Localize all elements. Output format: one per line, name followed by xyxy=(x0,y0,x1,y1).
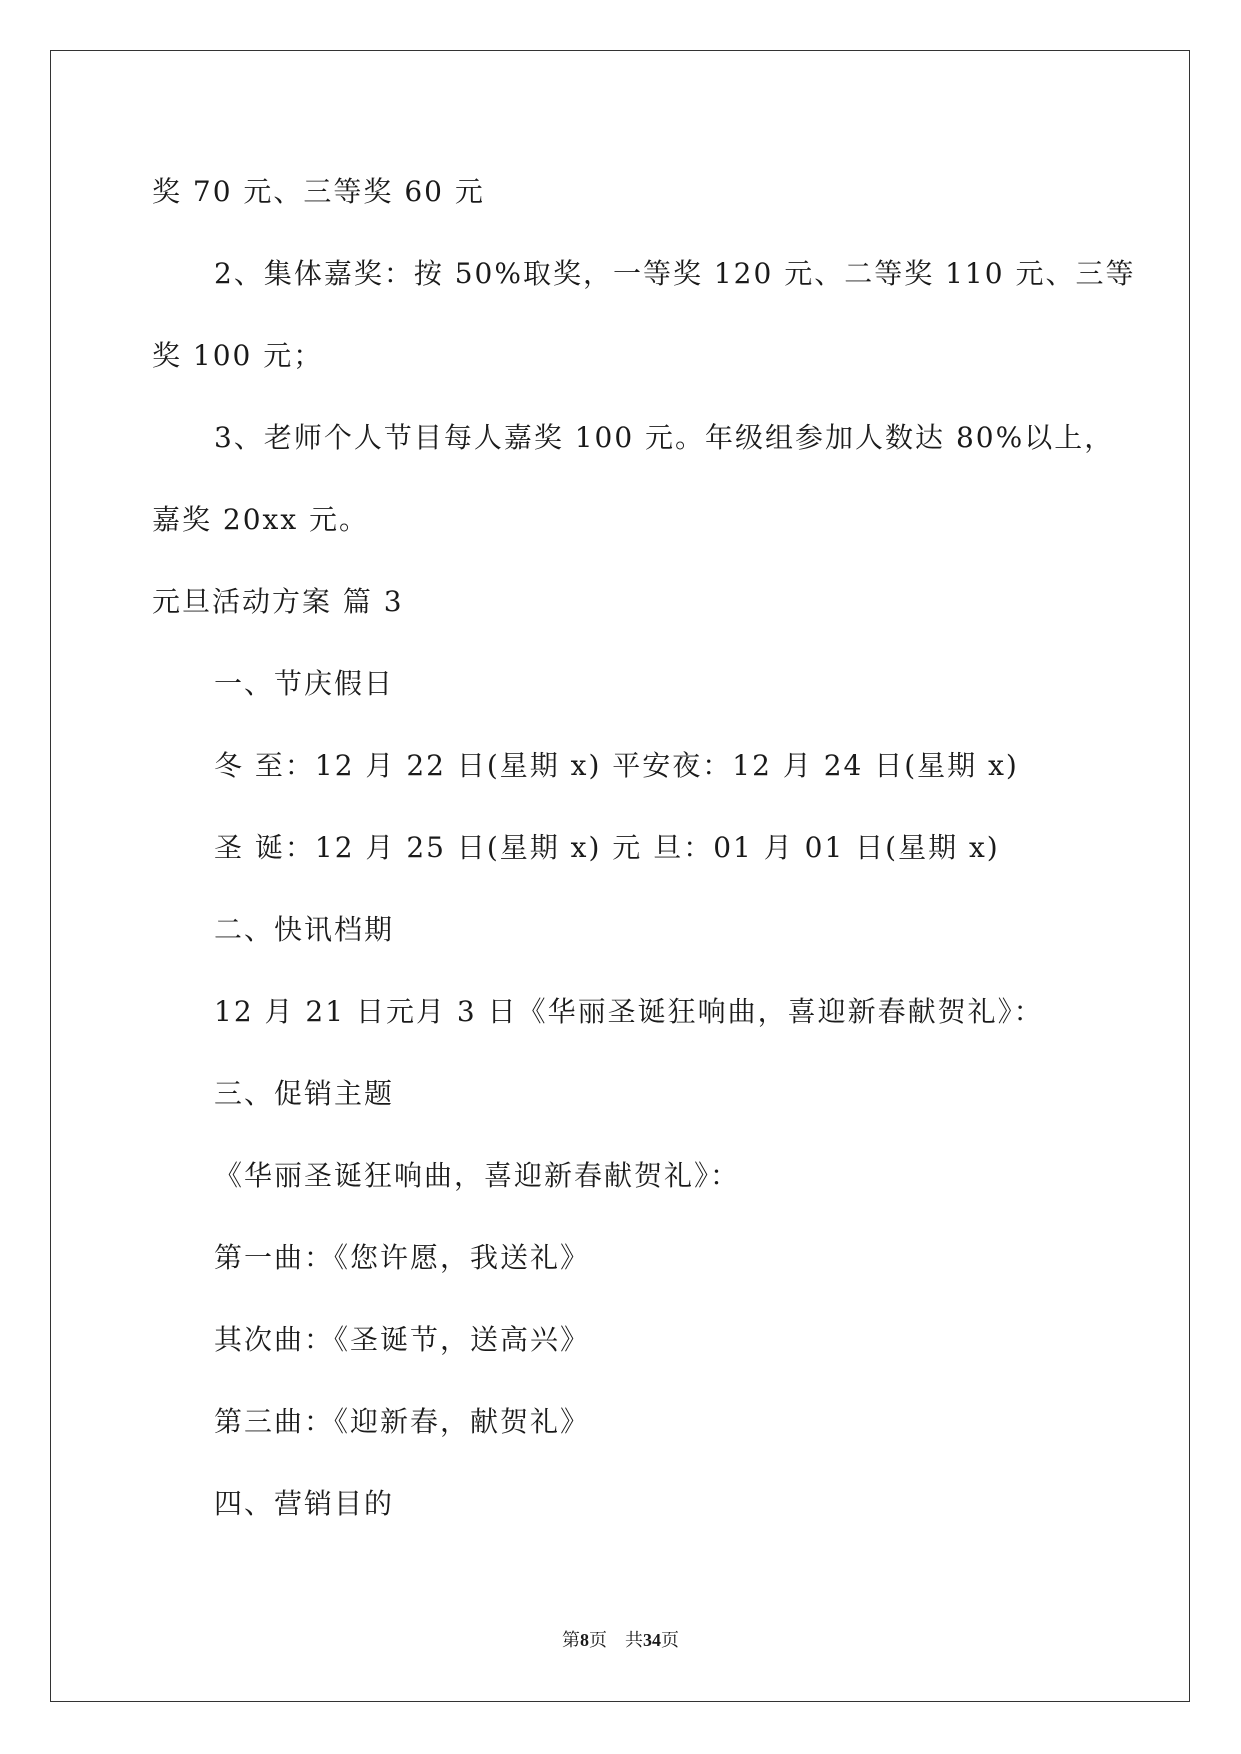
text-line: 其次曲：《圣诞节，送高兴》 xyxy=(214,1323,591,1356)
footer-prefix: 第 xyxy=(562,1630,580,1650)
footer-page-suffix: 页 xyxy=(589,1630,607,1650)
text-line: 第三曲：《迎新春，献贺礼》 xyxy=(214,1405,591,1438)
text-line: 奖 100 元； xyxy=(152,339,324,372)
text-line: 冬 至：12 月 22 日(星期 x) 平安夜：12 月 24 日(星期 x) xyxy=(214,749,1019,782)
text-line: 一、节庆假日 xyxy=(214,667,395,700)
text-line: 第一曲：《您许愿，我送礼》 xyxy=(214,1241,591,1274)
text-line: 12 月 21 日元月 3 日《华丽圣诞狂响曲，喜迎新春献贺礼》： xyxy=(214,995,1044,1028)
page-footer xyxy=(0,1628,1241,1652)
text-line: 四、营销目的 xyxy=(214,1487,395,1520)
text-line: 三、促销主题 xyxy=(214,1077,395,1110)
text-line: 3、老师个人节目每人嘉奖 100 元。年级组参加人数达 80%以上， xyxy=(214,421,1115,454)
total-page-count: 34 xyxy=(643,1630,661,1650)
text-line: 奖 70 元、三等奖 60 元 xyxy=(152,175,485,208)
current-page-number: 8 xyxy=(580,1630,589,1650)
page-border xyxy=(50,50,1190,1702)
text-line: 2、集体嘉奖：按 50%取奖，一等奖 120 元、二等奖 110 元、三等 xyxy=(214,257,1136,290)
text-line: 二、快讯档期 xyxy=(214,913,395,946)
text-line: 圣 诞：12 月 25 日(星期 x) 元 旦：01 月 01 日(星期 x) xyxy=(214,831,1000,864)
section-heading: 元旦活动方案 篇 3 xyxy=(152,585,404,618)
footer-total-prefix: 共 xyxy=(625,1630,643,1650)
text-line: 《华丽圣诞狂响曲，喜迎新春献贺礼》： xyxy=(214,1159,741,1192)
text-line: 嘉奖 20xx 元。 xyxy=(152,503,370,536)
footer-total-suffix: 页 xyxy=(661,1630,679,1650)
